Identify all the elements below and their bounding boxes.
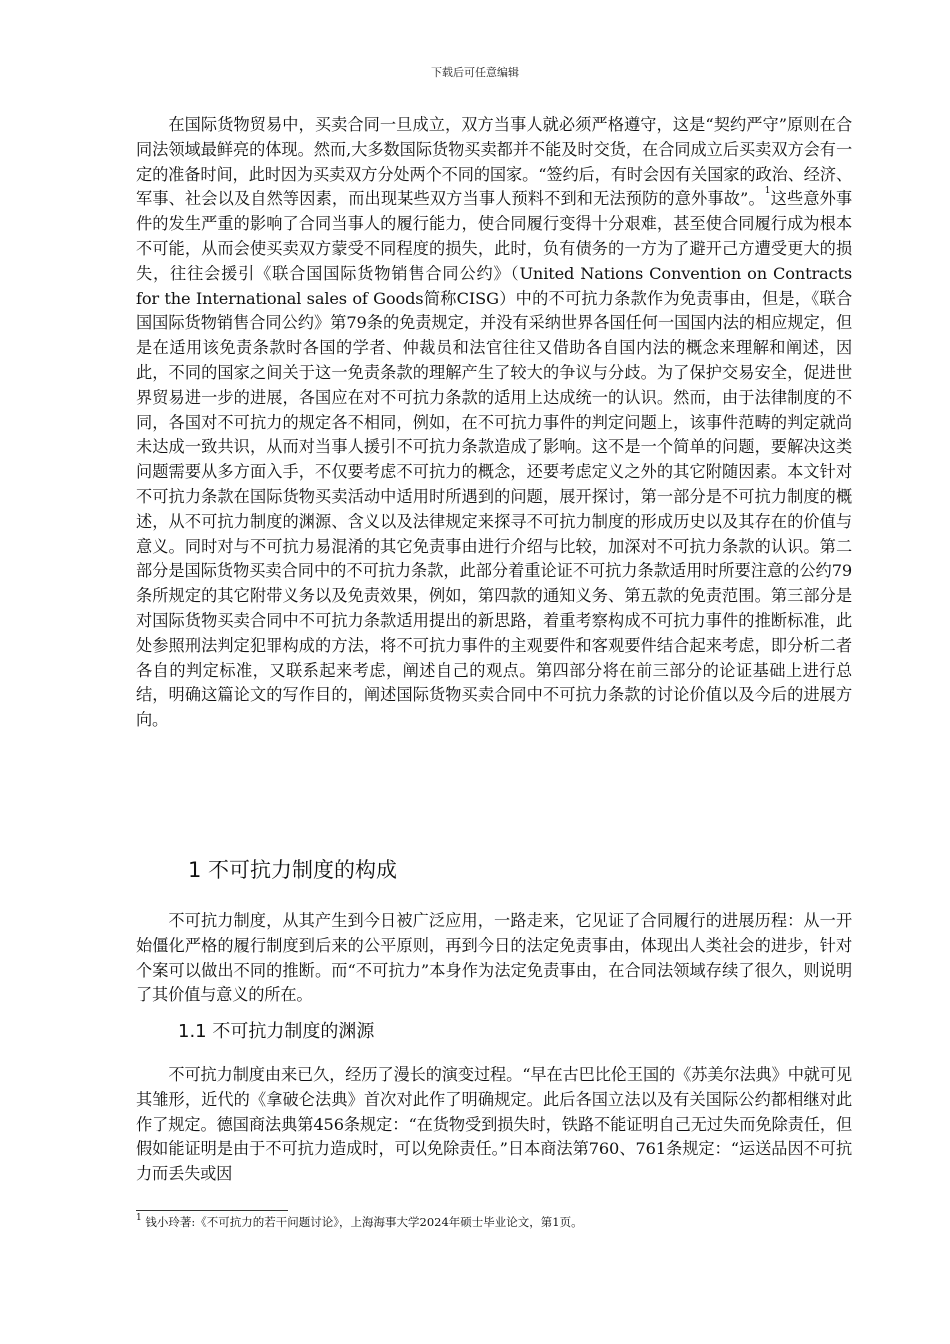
footnote-text: 钱小玲著:《不可抗力的若干问题讨论》，上海海事大学2024年硕士毕业论文，第1页。 xyxy=(145,1215,583,1229)
section-1-1-heading: 1.1 不可抗力制度的渊源 xyxy=(178,1021,375,1042)
intro-paragraph xyxy=(136,113,852,733)
intro-text-part2: 这些意外事件的发生严重的影响了合同当事人的履行能力，使合同履行变得十分艰难，甚至使合同履行成为根本不可能，从而会使买卖双方蒙受不同程度的损失，此时，负有债务的一方为了避开己方遭受更大的损失，往往会援引《联合国国际货物销售合同公约》（United Nations Convention on Contracts for the International sales of Goods简称CISG）中的不可抗力条款作为免责事由，但是，《联合国国际货物销售合同公约》第79条的免责规定，并没有采纳世界各国任何一国国内法的相应规定，但是在适用该免责条款时各国的学者、仲裁员和法官往往又借助各自国内法的概念来理解和阐述，因此，不同的国家之间关于这一免责条款的理解产生了较大的争议与分歧。为了保护交易安全，促进世界贸易进一步的进展，各国应在对不可抗力条款的适用上达成统一的认识。然而，由于法律制度的不同，各国对不可抗力的规定各不相同，例如，在不可抗力事件的判定问题上，该事件范畴的判定就尚未达成一致共识，从而对当事人援引不可抗力条款造成了影响。这不是一个简单的问题，要解决这类问题需要从多方面入手，不仅要考虑不可抗力的概念，还要考虑定义之外的其它附随因素。本文针对不可抗力条款在国际货物买卖活动中适用时所遇到的问题，展开探讨，第一部分是不可抗力制度的概述，从不可抗力制度的渊源、含义以及法律规定来探寻不可抗力制度的形成历史以及其存在的价值与意义。同时对与不可抗力易混淆的其它免责事由进行介绍与比较，加深对不可抗力条款的认识。第二部分是国际货物买卖合同中的不可抗力条款，此部分着重论证不可抗力条款适用时所要注意的公约79条所规定的其它附带义务以及免责效果，例如，第四款的通知义务、第五款的免责范围。第三部分是对国际货物买卖合同中不可抗力条款适用提出的新思路，着重考察构成不可抗力事件的推断标准，此处参照刑法判定犯罪构成的方法，将不可抗力事件的主观要件和客观要件结合起来考虑，即分析二者各自的判定标准，又联系起来考虑，阐述自己的观点。第四部分将在前三部分的论证基础上进行总结，明确这篇论文的写作目的，阐述国际货物买卖合同中不可抗力条款的讨论价值以及今后的进展方向。 xyxy=(136,189,852,730)
intro-text-part1: 在国际货物贸易中，买卖合同一旦成立，双方当事人就必须严格遵守，这是“契约严守”原则在合同法领域最鲜亮的体现。然而,大多数国际货物买卖都并不能及时交货，在合同成立后买卖双方会有一定的准备时间，此时因为买卖双方分处两个不同的国家。“签约后，有时会因有关国家的政治、经济、军事、社会以及自然等因素，而出现某些双方当事人预料不到和无法预防的意外事故”。 xyxy=(136,115,852,209)
footnote xyxy=(136,1214,852,1230)
page-header: 下载后可任意编辑 xyxy=(431,66,519,79)
section-1-1-paragraph: 不可抗力制度由来已久，经历了漫长的演变过程。“早在古巴比伦王国的《苏美尔法典》中就可见其雏形，近代的《拿破仑法典》首次对此作了明确规定。此后各国立法以及有关国际公约都相继对此作了规定。德国商法典第456条规定：“在货物受到损失时，铁路不能证明自己无过失而免除责任，但假如能证明是由于不可抗力造成时，可以免除责任。”日本商法第760、761条规定：“运送品因不可抗力而丢失或因 xyxy=(136,1065,852,1184)
footnote-divider xyxy=(136,1210,288,1211)
footnote-number: 1 xyxy=(136,1213,142,1223)
section-1-heading: 1 不可抗力制度的构成 xyxy=(188,858,398,882)
section-1-paragraph: 不可抗力制度，从其产生到今日被广泛应用，一路走来，它见证了合同履行的进展历程：从一开始僵化严格的履行制度到后来的公平原则，再到今日的法定免责事由，体现出人类社会的进步，针对个案可以做出不同的推断。而“不可抗力”本身作为法定免责事由，在合同法领域存续了很久，则说明了其价值与意义的所在。 xyxy=(136,911,852,1005)
footnote-reference[interactable]: 1 xyxy=(764,186,771,197)
